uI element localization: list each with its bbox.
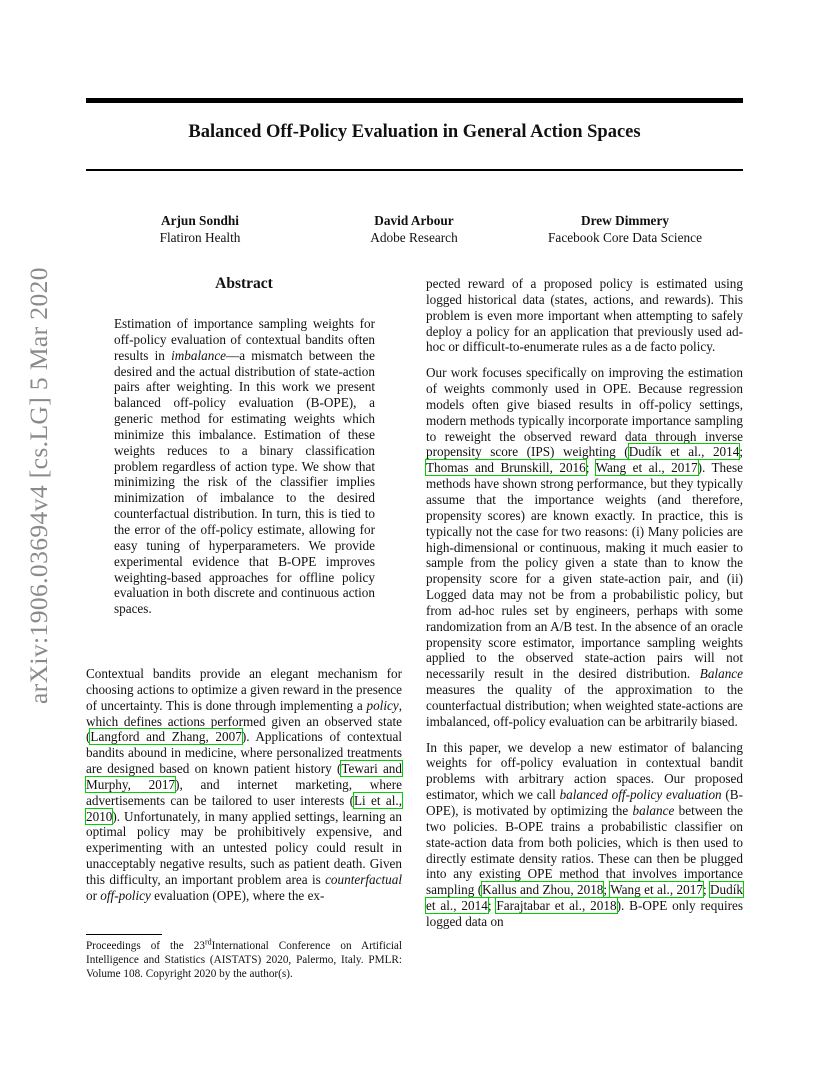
citation-link[interactable]: Tewari and Murphy, 2017 <box>86 761 402 792</box>
author-affiliation: Facebook Core Data Science <box>548 230 702 245</box>
arxiv-identifier: arXiv:1906.03694v4 [cs.LG] 5 Mar 2020 <box>24 267 53 705</box>
citation-link[interactable]: Wang et al., 2017 <box>595 460 698 476</box>
author-affiliation: Adobe Research <box>370 230 458 245</box>
author-name: Arjun Sondhi <box>161 213 239 228</box>
citation-link[interactable]: Langford and Zhang, 2007 <box>90 729 242 745</box>
citation-link[interactable]: Dudík et al., 2014 <box>628 444 740 460</box>
body-paragraph: In this paper, we develop a new estimator of balancing weights for off-policy evaluation in contextual bandit problems with arbitrary action spaces. Our proposed estimator, which we call balanced off-policy evaluation (B-OPE), is motivated by optimizing the balance between the two policies. B-OPE trains a probabilistic classifier on state-action data from both policies, which is then used to directly estimate density ratios. These can then be plugged into any existing OPE method that involves importance sampling (Kallus and Zhou, 2018; Wang et al., 2017; Dudík et al., 2014; Farajtabar et al., 2018). B-OPE only requires logged data on <box>426 739 743 929</box>
author-affiliation: Flatiron Health <box>159 230 241 245</box>
footnote-rule <box>86 934 162 935</box>
body-paragraph: Our work focuses specifically on improving the estimation of weights commonly used in OPE. Because regression models often give biased results in off-policy settings, modern methods typically incorporate importance sampling to reweight the observed reward data through inverse propensity score (IPS) weighting (Dudík et al., 2014; Thomas and Brunskill, 2016; Wang et al., 2017). These methods have shown strong performance, but they typically assume that the importance weights (and therefore, propensity scores) are known exactly. In practice, this is typically not the case for two reasons: (i) Many policies are high-dimensional or continuous, making it much easier to sample from the policy given a state than to know the propensity score for a given state-action pair, and (ii) Logged data may not be from a probabilistic policy, but from ad-hoc rules set by engineers, perhaps with some randomization from an A/B test. In the absence of an oracle propensity score estimator, importance sampling weights applied to the observed state-action pairs will not necessarily result in the desired distribution. Balance measures the quality of the approximation to the counterfactual distribution; when weighted state-actions are imbalanced, off-policy evaluation can be arbitrarily biased. <box>426 365 743 729</box>
author-block <box>520 212 730 246</box>
author-block <box>120 212 280 246</box>
citation-link[interactable]: Li et al., 2010 <box>86 792 402 824</box>
body-paragraph: pected reward of a proposed policy is estimated using logged historical data (states, actions, and rewards). This problem is even more important when attempting to safely deploy a policy for an application that previously used ad-hoc or difficult-to-enumerate rules as a de facto policy. <box>426 276 743 355</box>
citation-link[interactable]: Farajtabar et al., 2018 <box>496 898 617 914</box>
author-name: David Arbour <box>374 213 454 228</box>
introduction-paragraph: Contextual bandits provide an elegant mechanism for choosing actions to optimize a given reward in the presence of uncertainty. This is done through implementing a policy, which defines actions performed given an observed state (Langford and Zhang, 2007). Applications of contextual bandits abound in medicine, where personalized treatments are designed based on known patient history (Tewari and Murphy, 2017), and internet marketing, where advertisements can be tailored to user interests (Li et al., 2010). Unfortunately, in many applied settings, learning an optimal policy may be prohibitively expensive, and experimenting with an untested policy could result in unacceptably negative results, such as patient death. Given this difficulty, an important problem area is counterfactual or off-policy evaluation (OPE), where the ex- <box>86 666 403 903</box>
citation-link[interactable]: Kallus and Zhou, 2018 <box>482 882 604 898</box>
title-rule-top <box>86 98 743 103</box>
proceedings-footnote: Proceedings of the 23rdInternational Conference on Artificial Intelligence and Statistics (AISTATS) 2020, Palermo, Italy. PMLR: Volume 108. Copyright 2020 by the author(s). <box>86 937 402 980</box>
abstract-text: Estimation of importance sampling weights for off-policy evaluation of contextual bandits often results in imbalance—a mismatch between the desired and the actual distribution of state-action pairs after weighting. In this work we present balanced off-policy evaluation (B-OPE), a generic method for estimating weights which minimize this imbalance. Estimation of these weights reduces to a binary classification problem regardless of action type. We show that minimizing the risk of the classifier implies minimization of imbalance to the desired counterfactual distribution. In turn, this is tied to the error of the off-policy estimate, allowing for easy tuning of hyperparameters. We provide experimental evidence that B-OPE improves weighting-based approaches for offline policy evaluation in both discrete and continuous action spaces. <box>114 316 375 617</box>
citation-link[interactable]: Wang et al., 2017 <box>610 882 703 898</box>
author-block <box>334 212 494 246</box>
citation-link[interactable]: Thomas and Brunskill, 2016 <box>426 460 586 476</box>
title-rule-bottom <box>86 169 743 171</box>
paper-title: Balanced Off-Policy Evaluation in General Action Spaces <box>188 122 641 142</box>
right-column <box>426 276 743 940</box>
abstract-heading: Abstract <box>215 275 273 292</box>
citation-link[interactable]: Dudík et al., 2014 <box>426 882 743 914</box>
author-name: Drew Dimmery <box>581 213 669 228</box>
